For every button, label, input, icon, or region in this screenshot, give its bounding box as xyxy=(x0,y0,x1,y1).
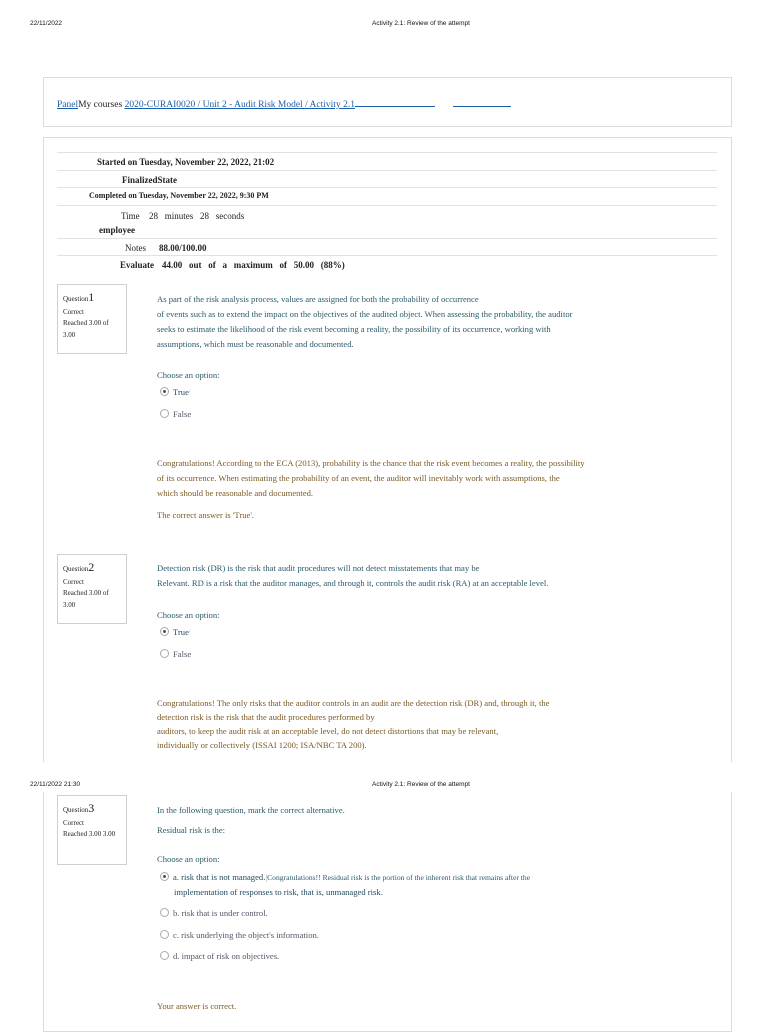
radio-selected-icon[interactable] xyxy=(160,872,169,881)
feedback-1: Congratulations! According to the ECA (2013), probability is the chance that the risk event becomes a reality, the possibility of its occurrence. When estimating the probability of an event, the auditor will inevitably work with assumptions, the which should be reasonable and documented. xyxy=(157,458,585,498)
summary-time-label: Time xyxy=(121,211,140,221)
summary-time-value: 28 minutes 28 seconds xyxy=(149,211,245,221)
question-text-1: As part of the risk analysis process, values are assigned for both the probability of occurrence of events such as to extend the impact on the objectives of the audited object. When assessing the probability, the auditor seeks to estimate the likelihood of the risk event becoming a reality, the possibility of its occurrence, working with assumptions, which must be reasonable and documented. xyxy=(157,294,573,349)
radio-selected-icon[interactable] xyxy=(160,387,169,396)
print-date-2: 22/11/2022 21:30 xyxy=(30,781,81,788)
print-date: 22/11/2022 xyxy=(30,20,63,27)
breadcrumb-panel-link[interactable]: Panel xyxy=(57,100,79,110)
summary-row-completed xyxy=(57,187,717,206)
radio-icon[interactable] xyxy=(160,649,169,658)
question-info-1 xyxy=(57,284,127,354)
question-mark: Reached 3.00 3.00 xyxy=(63,830,116,839)
summary-notes-label: Notes xyxy=(125,243,146,253)
question-status: Correct xyxy=(63,819,84,828)
question-number: Question2 xyxy=(63,560,95,574)
summary-state: FinalizedState xyxy=(122,175,177,185)
print-title: Activity 2.1: Review of the attempt xyxy=(372,20,470,27)
option-false-2[interactable]: False xyxy=(160,649,191,659)
question-status: Correct xyxy=(63,578,84,587)
summary-evaluate-value: 44.00 out of a maximum of 50.00 (88%) xyxy=(162,260,345,270)
summary-started: Started on Tuesday, November 22, 2022, 21:02 xyxy=(97,157,275,167)
choose-prompt-2: Choose an option: xyxy=(157,610,220,620)
question-info-3 xyxy=(57,795,127,865)
question-info-2 xyxy=(57,554,127,624)
question-mark: Reached 3.00 of 3.00 xyxy=(63,589,109,609)
radio-selected-icon[interactable] xyxy=(160,627,169,636)
question-number: Question1 xyxy=(63,290,95,304)
option-c-3[interactable]: c. risk underlying the object's information. xyxy=(160,930,319,940)
choose-prompt-3: Choose an option: xyxy=(157,854,220,864)
summary-completed: Completed on Tuesday, November 22, 2022, 9:30 PM xyxy=(89,191,269,200)
correct-answer-1: The correct answer is 'True'. xyxy=(157,510,255,520)
question-mark: Reached 3.00 of 3.00 xyxy=(63,319,109,339)
option-false-1[interactable]: False xyxy=(160,409,191,419)
feedback-2: Congratulations! The only risks that the auditor controls in an audit are the detection risk (DR) and, through it, the detection risk is the risk that the audit procedures performed by auditors, to keep the audit risk at an acceptable level, do not detect distortions that may be relevant, individually or collectively (ISSAI 1200; ISA/NBC TA 200). xyxy=(157,698,550,750)
radio-icon[interactable] xyxy=(160,951,169,960)
question-text-3: In the following question, mark the correct alternative. Residual risk is the: xyxy=(157,805,345,835)
radio-icon[interactable] xyxy=(160,908,169,917)
breadcrumb-underline xyxy=(355,97,435,107)
radio-icon[interactable] xyxy=(160,930,169,939)
summary-notes-value: 88.00/100.00 xyxy=(159,243,207,253)
option-d-3[interactable]: d. impact of risk on objectives. xyxy=(160,951,279,961)
question-status: Correct xyxy=(63,308,84,317)
summary-employee: employee xyxy=(99,225,135,235)
option-true-2[interactable]: Trueˈ xyxy=(160,627,191,637)
your-answer-3: Your answer is correct. xyxy=(157,1001,237,1011)
breadcrumb xyxy=(57,97,511,110)
question-text-2: Detection risk (DR) is the risk that audit procedures will not detect misstatements that may be Relevant. RD is a risk that the auditor manages, and through it, controls the audit risk (RA) at an acceptable level. xyxy=(157,563,549,588)
breadcrumb-underline-2 xyxy=(453,97,511,107)
summary-row-evaluate xyxy=(57,255,717,274)
question-number: Question3 xyxy=(63,801,95,815)
option-a-3[interactable]: a. risk that is not managed.|Congratulations!! Residual risk is the portion of the inherent risk that remains after the implementation of responses to risk, that is, unmanaged risk. xyxy=(160,870,530,900)
breadcrumb-course-link[interactable]: 2020-CURAI0020 / Unit 2 - Audit Risk Model / Activity 2.1 xyxy=(124,100,355,110)
option-true-1[interactable]: Trueˈ xyxy=(160,387,191,397)
summary-evaluate-label: Evaluate xyxy=(120,260,155,270)
radio-icon[interactable] xyxy=(160,409,169,418)
choose-prompt-1: Choose an option: xyxy=(157,370,220,380)
summary-row-started xyxy=(57,152,717,171)
summary-row-time xyxy=(57,205,717,240)
option-b-3[interactable]: b. risk that is under control. xyxy=(160,908,268,918)
inline-feedback: Congratulations!! Residual risk is the portion of the inherent risk that remains after the xyxy=(267,873,531,882)
print-title-2: Activity 2.1: Review of the attempt xyxy=(372,781,470,788)
breadcrumb-my-courses[interactable]: My courses xyxy=(78,100,123,110)
